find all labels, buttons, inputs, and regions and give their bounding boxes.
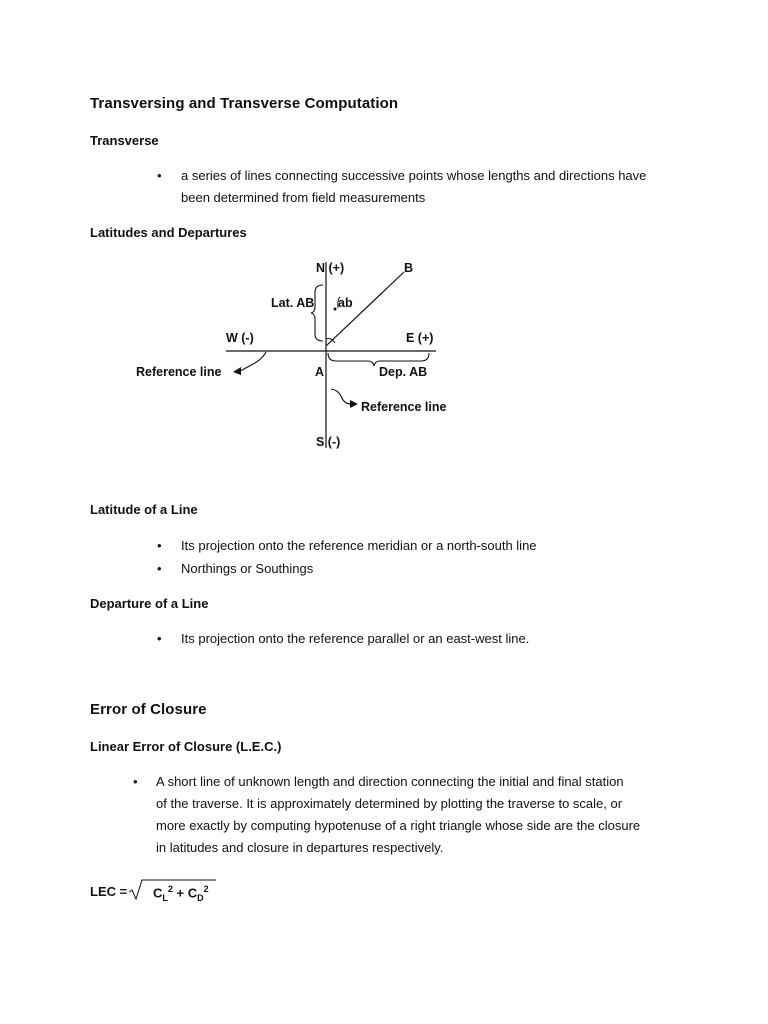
heading-error-of-closure: Error of Closure [90,701,207,718]
transverse-definition [181,165,646,209]
label-south: S (-) [316,435,341,449]
departure-point-1: Its projection onto the reference parallel or an east-west line. [181,631,530,646]
lat-dep-diagram [0,250,768,460]
bullet-dot: • [133,774,138,789]
definition-line: in latitudes and closure in departures respectively. [156,840,444,855]
closure-dep-symbol: C [187,885,198,901]
ref-pointer-right [331,389,351,404]
label-lat-ab: Lat. AB [271,296,315,310]
bullet-dot: • [157,538,162,553]
angle-dot [334,308,337,311]
definition-line: more exactly by computing hypotenuse of a right triangle whose side are the closure [156,818,641,833]
ref-pointer-left [240,352,266,371]
definition-line: of the traverse. It is approximately determined by plotting the traverse to scale, or [156,796,623,811]
superscript-2: 2 [167,884,173,894]
label-reference-right: Reference line [361,400,447,414]
label-north: N (+) [316,261,345,275]
lec-formula-rhs [153,884,209,903]
bullet-dot: • [157,168,162,183]
plus-sign: + [172,885,188,901]
label-a: A [315,365,325,379]
label-reference-left: Reference line [136,365,222,379]
label-b: B [404,261,414,275]
label-east: E (+) [406,331,434,345]
heading-lat-dep: Latitudes and Departures [90,225,247,240]
lec-formula-lhs: LEC = [90,884,128,899]
definition-line: been determined from field measurements [181,190,426,205]
definition-line: a series of lines connecting successive points whose lengths and directions have [181,168,647,183]
superscript-2: 2 [203,884,209,894]
heading-transverse: Transverse [90,133,159,148]
heading-latitude: Latitude of a Line [90,502,198,517]
subscript-l: L [162,892,168,903]
label-dep-ab: Dep. AB [379,365,428,379]
latitude-point-1: Its projection onto the reference meridian or a north-south line [181,538,537,553]
arrowhead-right [350,400,358,408]
label-angle: ab [338,296,353,310]
arrowhead-left [233,367,241,375]
latitude-point-2: Northings or Southings [181,561,314,576]
lec-definition [156,771,640,859]
subscript-d: D [197,892,204,903]
heading-lec: Linear Error of Closure (L.E.C.) [90,739,282,754]
closure-lat-symbol: C [153,885,163,901]
bullet-dot: • [157,631,162,646]
bullet-dot: • [157,561,162,576]
label-west: W (-) [226,331,254,345]
heading-departure: Departure of a Line [90,596,209,611]
definition-line: A short line of unknown length and direction connecting the initial and final station [156,774,624,789]
page-title: Transversing and Transverse Computation [90,95,399,112]
latitude-brace [311,285,323,341]
